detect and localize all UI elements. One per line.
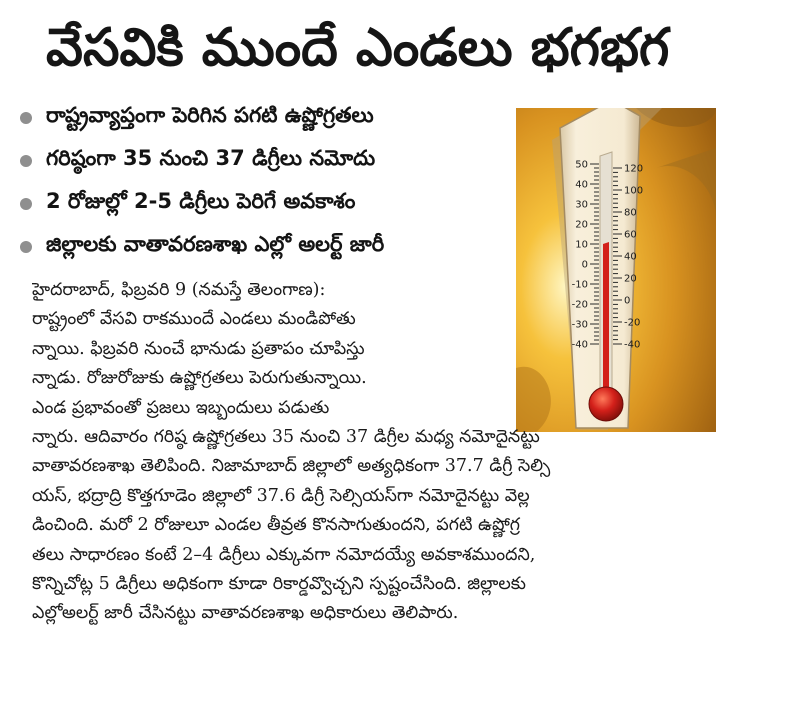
article-line: ఎల్లోఅలర్ట్ జారీ చేసినట్టు వాతావరణశాఖ అధికారులు తెలిపారు. <box>32 603 459 624</box>
celsius-label: 20 <box>575 219 588 231</box>
article-line: తలు సాధారణం కంటే 2–4 డిగ్రీలు ఎక్కువగా నమోదయ్యే అవకాశముందని, <box>32 544 536 565</box>
bullet-text: గరిష్ఠంగా 35 నుంచి 37 డిగ్రీలు నమోదు <box>46 145 376 170</box>
bullet-item <box>20 225 510 268</box>
fahrenheit-label: 80 <box>624 207 637 219</box>
bullet-item <box>20 182 510 225</box>
article-line: యస్, భద్రాద్రి కొత్తగూడెం జిల్లాలో 37.6 డిగ్రీ సెల్సియస్‌గా నమోదైనట్టు వెల్ల <box>32 485 530 506</box>
celsius-label: 10 <box>575 239 588 251</box>
article-line: న్నాడు. రోజురోజుకు ఉష్ణోగ్రతలు పెరుగుతున్నాయి. <box>32 368 367 389</box>
celsius-label: 40 <box>575 179 588 191</box>
article-line: హైదరాబాద్, ఫిబ్రవరి 9 (నమస్తే తెలంగాణ): <box>32 280 326 300</box>
bullet-text: 2 రోజుల్లో 2-5 డిగ్రీలు పెరిగే అవకాశం <box>46 188 356 213</box>
fahrenheit-label: -40 <box>624 339 641 351</box>
bullet-dot-icon <box>20 155 32 167</box>
summary-bullets <box>20 96 510 268</box>
headline: వేసవికి ముందే ఎండలు భగభగ <box>46 18 670 78</box>
article-line: న్నారు. ఆదివారం గరిష్ఠ ఉష్ణోగ్రతలు 35 నుంచి 37 డిగ్రీల మధ్య నమోదైనట్టు <box>32 427 540 447</box>
bullet-text: జిల్లాలకు వాతావరణశాఖ ఎల్లో అలర్ట్ జారీ <box>46 231 385 256</box>
bullet-item <box>20 96 510 139</box>
bullet-dot-icon <box>20 198 32 210</box>
article-line: న్నాయి. ఫిబ్రవరి నుంచే భానుడు ప్రతాపం చూపిస్తు <box>32 338 365 359</box>
celsius-label: -20 <box>571 299 588 311</box>
article-line: డించింది. మరో 2 రోజులూ ఎండల తీవ్రత కొనసాగుతుందని, పగటి ఉష్ణోగ్ర <box>32 515 521 536</box>
fahrenheit-label: 120 <box>624 163 644 175</box>
fahrenheit-label: 20 <box>624 273 637 285</box>
article-line: ఎండ ప్రభావంతో ప్రజలు ఇబ్బందులు పడుతు <box>32 397 330 418</box>
celsius-label: 30 <box>575 199 588 211</box>
bullet-item <box>20 139 510 182</box>
fahrenheit-label: 60 <box>624 229 637 241</box>
fahrenheit-label: -20 <box>624 317 641 329</box>
bullet-dot-icon <box>20 112 32 124</box>
fahrenheit-label: 0 <box>624 295 631 307</box>
bullet-dot-icon <box>20 241 32 253</box>
article-line: కొన్నిచోట్ల 5 డిగ్రీలు అధికంగా కూడా రికార్డవ్వొచ్చని స్పష్టంచేసింది. జిల్లాలకు <box>32 573 526 594</box>
article-body-narrow <box>32 276 608 423</box>
celsius-label: -40 <box>571 339 588 351</box>
celsius-label: -10 <box>571 279 588 291</box>
fahrenheit-label: 100 <box>624 185 644 197</box>
article-line: రాష్ట్రంలో వేసవి రాకముందే ఎండలు మండిపోతు <box>32 309 356 330</box>
article-body-full <box>32 423 772 629</box>
bullet-text: రాష్ట్రవ్యాప్తంగా పెరిగిన పగటి ఉష్ణోగ్రతలు <box>46 102 374 127</box>
celsius-label: 50 <box>575 159 588 171</box>
fahrenheit-label: 40 <box>624 251 637 263</box>
article-line: వాతావరణశాఖ తెలిపింది. నిజామాబాద్ జిల్లాలో అత్యధికంగా 37.7 డిగ్రీ సెల్సి <box>32 456 551 477</box>
celsius-label: -30 <box>571 319 588 331</box>
celsius-label: 0 <box>581 259 588 271</box>
